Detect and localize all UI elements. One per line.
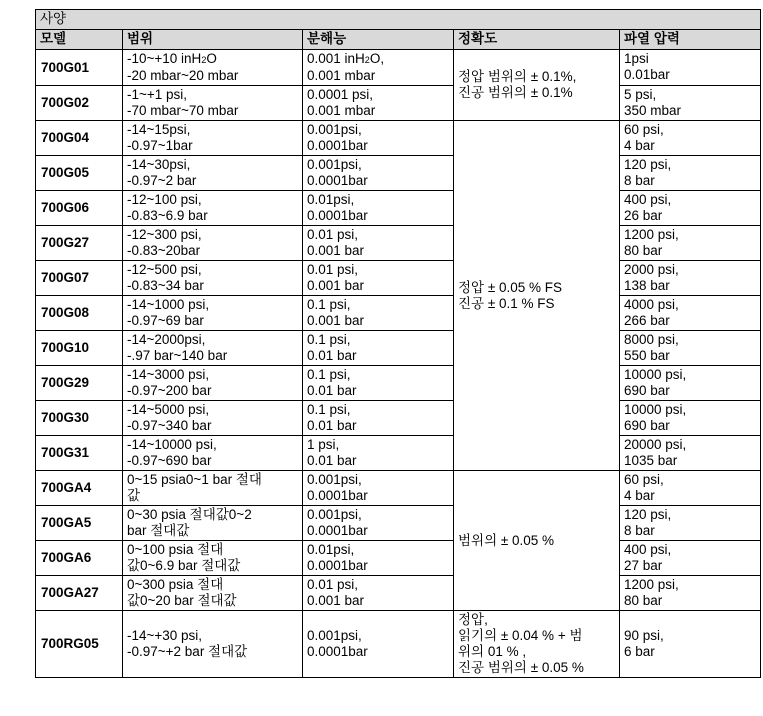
resolution-cell bbox=[303, 156, 454, 191]
header-range: 범위 bbox=[123, 30, 303, 50]
model-cell: 700GA4 bbox=[36, 471, 123, 506]
burst-cell bbox=[620, 366, 761, 401]
resolution-cell bbox=[303, 50, 454, 86]
range-text: -0.97~690 bar bbox=[127, 453, 212, 468]
header-row bbox=[36, 30, 761, 50]
range-text: -10~+10 inH bbox=[127, 51, 202, 66]
burst-text: 1035 bar bbox=[624, 453, 678, 468]
burst-cell bbox=[620, 50, 761, 86]
range-cell bbox=[123, 471, 303, 506]
resolution-cell bbox=[303, 471, 454, 506]
burst-text: 4000 psi, bbox=[624, 297, 679, 312]
range-cell bbox=[123, 401, 303, 436]
burst-cell bbox=[620, 541, 761, 576]
range-text: -14~30psi, bbox=[127, 157, 191, 172]
resolution-text: 0.01 bar bbox=[307, 348, 357, 363]
burst-text: 138 bar bbox=[624, 278, 670, 293]
resolution-text: 0.001psi, bbox=[307, 628, 362, 643]
burst-text: 80 bar bbox=[624, 243, 663, 258]
range-cell bbox=[123, 156, 303, 191]
range-cell bbox=[123, 296, 303, 331]
header-resolution: 분해능 bbox=[303, 30, 454, 50]
accuracy-text: 진공 범위의 ± 0.1% bbox=[458, 85, 573, 100]
model-cell: 700GA27 bbox=[36, 576, 123, 611]
resolution-text: 0.0001bar bbox=[307, 488, 368, 503]
range-text: 0~15 psia0~1 bar 절대 bbox=[127, 472, 262, 487]
range-cell bbox=[123, 191, 303, 226]
burst-text: 4 bar bbox=[624, 488, 655, 503]
table-row bbox=[36, 436, 761, 471]
model-cell: 700G31 bbox=[36, 436, 123, 471]
burst-cell bbox=[620, 86, 761, 121]
range-text: -12~300 psi, bbox=[127, 227, 202, 242]
resolution-text: 0.1 psi, bbox=[307, 402, 351, 417]
burst-text: 4 bar bbox=[624, 138, 655, 153]
burst-text: 5 psi, bbox=[624, 87, 657, 102]
range-cell bbox=[123, 226, 303, 261]
burst-text: 8000 psi, bbox=[624, 332, 679, 347]
burst-text: 8 bar bbox=[624, 173, 655, 188]
range-cell bbox=[123, 436, 303, 471]
resolution-cell bbox=[303, 261, 454, 296]
resolution-text: 0.001psi, bbox=[307, 122, 362, 137]
range-text: -14~1000 psi, bbox=[127, 297, 210, 312]
table-row bbox=[36, 226, 761, 261]
burst-text: 550 bar bbox=[624, 348, 670, 363]
burst-text: 10000 psi, bbox=[624, 367, 687, 382]
resolution-text: 0.1 psi, bbox=[307, 332, 351, 347]
accuracy-text: 범위의 ± 0.05 % bbox=[458, 532, 555, 548]
range-text: 값0~6.9 bar 절대값 bbox=[127, 558, 241, 573]
burst-text: 90 psi, bbox=[624, 628, 664, 643]
range-text: 값0~20 bar 절대값 bbox=[127, 593, 237, 608]
model-cell: 700G08 bbox=[36, 296, 123, 331]
burst-cell bbox=[620, 296, 761, 331]
model-cell: 700G01 bbox=[36, 50, 123, 86]
resolution-text: 0.01psi, bbox=[307, 542, 355, 557]
spec-table bbox=[35, 9, 761, 678]
resolution-text: 0.01 psi, bbox=[307, 262, 359, 277]
burst-cell bbox=[620, 331, 761, 366]
burst-cell bbox=[620, 261, 761, 296]
burst-text: 690 bar bbox=[624, 383, 670, 398]
range-text: 0~300 psia 절대 bbox=[127, 577, 224, 592]
resolution-text: 0.0001 psi, bbox=[307, 87, 374, 102]
table-row bbox=[36, 541, 761, 576]
subscript-text: 2 bbox=[364, 55, 370, 65]
burst-text: 120 psi, bbox=[624, 507, 672, 522]
burst-cell bbox=[620, 436, 761, 471]
accuracy-text: 정압 범위의 ± 0.1%, bbox=[458, 69, 577, 84]
burst-text: 8 bar bbox=[624, 523, 655, 538]
model-cell: 700G02 bbox=[36, 86, 123, 121]
range-text: -20 mbar~20 mbar bbox=[127, 68, 239, 83]
burst-text: 350 mbar bbox=[624, 103, 682, 118]
accuracy-cell bbox=[454, 611, 620, 678]
burst-text: 6 bar bbox=[624, 644, 655, 659]
model-cell: 700GA5 bbox=[36, 506, 123, 541]
resolution-text: 0.001 bar bbox=[307, 243, 365, 258]
model-cell: 700G10 bbox=[36, 331, 123, 366]
accuracy-cell bbox=[454, 121, 620, 471]
burst-cell bbox=[620, 401, 761, 436]
accuracy-text: 정압, bbox=[458, 612, 488, 627]
range-text: -0.83~20bar bbox=[127, 243, 201, 258]
range-text: -0.97~69 bar bbox=[127, 313, 204, 328]
burst-text: 26 bar bbox=[624, 208, 663, 223]
range-text: -14~+30 psi, bbox=[127, 628, 203, 643]
range-text: -14~10000 psi, bbox=[127, 437, 217, 452]
range-cell bbox=[123, 261, 303, 296]
table-title: 사양 bbox=[36, 10, 761, 30]
model-cell: 700G29 bbox=[36, 366, 123, 401]
accuracy-cell bbox=[454, 471, 620, 611]
range-text: -.97 bar~140 bar bbox=[127, 348, 228, 363]
resolution-cell bbox=[303, 226, 454, 261]
resolution-cell bbox=[303, 121, 454, 156]
burst-text: 10000 psi, bbox=[624, 402, 687, 417]
table-row bbox=[36, 471, 761, 506]
resolution-text: 0.001psi, bbox=[307, 157, 362, 172]
accuracy-text: 진공 범위의 ± 0.05 % bbox=[458, 660, 584, 675]
burst-text: 690 bar bbox=[624, 418, 670, 433]
range-text: -0.97~+2 bar 절대값 bbox=[127, 644, 248, 659]
burst-text: 60 psi, bbox=[624, 122, 664, 137]
resolution-cell bbox=[303, 366, 454, 401]
burst-cell bbox=[620, 191, 761, 226]
range-text: 0~30 psia 절대값0~2 bbox=[127, 507, 252, 522]
resolution-text: 0.01 bar bbox=[307, 383, 357, 398]
burst-text: 1200 psi, bbox=[624, 227, 679, 242]
resolution-text: 0.01 psi, bbox=[307, 227, 359, 242]
range-text: 값 bbox=[127, 488, 141, 503]
table-row bbox=[36, 576, 761, 611]
range-text: -0.97~1bar bbox=[127, 138, 193, 153]
range-text: -70 mbar~70 mbar bbox=[127, 103, 239, 118]
table-row bbox=[36, 296, 761, 331]
burst-text: 27 bar bbox=[624, 558, 663, 573]
range-text: bar 절대값 bbox=[127, 523, 190, 538]
range-text: O bbox=[206, 51, 217, 66]
model-cell: 700G04 bbox=[36, 121, 123, 156]
resolution-text: 0.1 psi, bbox=[307, 297, 351, 312]
resolution-text: 0.001 bar bbox=[307, 593, 365, 608]
resolution-cell bbox=[303, 331, 454, 366]
resolution-text: 0.01psi, bbox=[307, 192, 355, 207]
resolution-text: 0.1 psi, bbox=[307, 367, 351, 382]
burst-text: 120 psi, bbox=[624, 157, 672, 172]
accuracy-text: 위의 01 % , bbox=[458, 644, 527, 659]
header-accuracy: 정확도 bbox=[454, 30, 620, 50]
resolution-text: 0.001 mbar bbox=[307, 68, 376, 83]
range-cell bbox=[123, 541, 303, 576]
model-cell: 700G05 bbox=[36, 156, 123, 191]
resolution-cell bbox=[303, 401, 454, 436]
range-text: -0.97~340 bar bbox=[127, 418, 212, 433]
burst-text: 266 bar bbox=[624, 313, 670, 328]
resolution-text: 0.001 bar bbox=[307, 278, 365, 293]
burst-cell bbox=[620, 611, 761, 678]
range-cell bbox=[123, 331, 303, 366]
burst-cell bbox=[620, 471, 761, 506]
burst-text: 80 bar bbox=[624, 593, 663, 608]
resolution-cell bbox=[303, 191, 454, 226]
resolution-text: 0.001 inH bbox=[307, 51, 365, 66]
range-text: -14~3000 psi, bbox=[127, 367, 210, 382]
model-cell: 700RG05 bbox=[36, 611, 123, 678]
resolution-text: 1 psi, bbox=[307, 437, 340, 452]
range-cell bbox=[123, 611, 303, 678]
accuracy-text: 읽기의 ± 0.04 % + 범 bbox=[458, 628, 583, 643]
resolution-text: 0.001psi, bbox=[307, 507, 362, 522]
range-text: -0.97~200 bar bbox=[127, 383, 212, 398]
burst-text: 2000 psi, bbox=[624, 262, 679, 277]
burst-cell bbox=[620, 226, 761, 261]
resolution-text: 0.0001bar bbox=[307, 558, 368, 573]
table-row bbox=[36, 401, 761, 436]
table-row bbox=[36, 86, 761, 121]
resolution-text: 0.0001bar bbox=[307, 208, 368, 223]
table-row bbox=[36, 121, 761, 156]
burst-cell bbox=[620, 121, 761, 156]
range-text: -0.97~2 bar bbox=[127, 173, 197, 188]
burst-text: 0.01bar bbox=[624, 67, 670, 82]
range-text: -12~500 psi, bbox=[127, 262, 202, 277]
burst-text: 400 psi, bbox=[624, 542, 672, 557]
accuracy-text: 정압 ± 0.05 % FS bbox=[458, 279, 563, 295]
resolution-text: 0.0001bar bbox=[307, 138, 368, 153]
range-text: -1~+1 psi, bbox=[127, 87, 188, 102]
burst-cell bbox=[620, 156, 761, 191]
resolution-text: 0.0001bar bbox=[307, 523, 368, 538]
burst-text: 400 psi, bbox=[624, 192, 672, 207]
resolution-cell bbox=[303, 611, 454, 678]
resolution-text: 0.01 psi, bbox=[307, 577, 359, 592]
burst-text: 20000 psi, bbox=[624, 437, 687, 452]
title-row bbox=[36, 10, 761, 30]
range-text: -12~100 psi, bbox=[127, 192, 202, 207]
table-row bbox=[36, 366, 761, 401]
resolution-text: 0.001 bar bbox=[307, 313, 365, 328]
subscript-text: 2 bbox=[201, 55, 207, 65]
range-cell bbox=[123, 576, 303, 611]
resolution-cell bbox=[303, 436, 454, 471]
range-cell bbox=[123, 506, 303, 541]
range-text: 0~100 psia 절대 bbox=[127, 542, 224, 557]
table-row bbox=[36, 50, 761, 86]
header-burst: 파열 압력 bbox=[620, 30, 761, 50]
resolution-text: 0.0001bar bbox=[307, 173, 368, 188]
range-cell bbox=[123, 50, 303, 86]
table-row bbox=[36, 191, 761, 226]
range-text: -14~5000 psi, bbox=[127, 402, 210, 417]
resolution-text: 0.01 bar bbox=[307, 453, 357, 468]
table-row bbox=[36, 331, 761, 366]
resolution-cell bbox=[303, 541, 454, 576]
range-cell bbox=[123, 86, 303, 121]
burst-cell bbox=[620, 576, 761, 611]
range-cell bbox=[123, 121, 303, 156]
burst-text: 1psi bbox=[624, 51, 649, 66]
model-cell: 700G30 bbox=[36, 401, 123, 436]
burst-cell bbox=[620, 506, 761, 541]
resolution-text: 0.01 bar bbox=[307, 418, 357, 433]
resolution-text: 0.0001bar bbox=[307, 644, 368, 659]
accuracy-cell bbox=[454, 50, 620, 121]
resolution-cell bbox=[303, 86, 454, 121]
resolution-text: 0.001 mbar bbox=[307, 103, 376, 118]
range-text: -14~15psi, bbox=[127, 122, 191, 137]
model-cell: 700G07 bbox=[36, 261, 123, 296]
burst-text: 1200 psi, bbox=[624, 577, 679, 592]
burst-text: 60 psi, bbox=[624, 472, 664, 487]
model-cell: 700GA6 bbox=[36, 541, 123, 576]
range-text: -14~2000psi, bbox=[127, 332, 206, 347]
model-cell: 700G06 bbox=[36, 191, 123, 226]
resolution-cell bbox=[303, 576, 454, 611]
range-text: -0.83~34 bar bbox=[127, 278, 204, 293]
model-cell: 700G27 bbox=[36, 226, 123, 261]
table-row bbox=[36, 506, 761, 541]
resolution-cell bbox=[303, 506, 454, 541]
resolution-text: O, bbox=[369, 51, 385, 66]
table-row bbox=[36, 261, 761, 296]
header-model: 모델 bbox=[36, 30, 123, 50]
accuracy-text: 진공 ± 0.1 % FS bbox=[458, 295, 555, 311]
range-cell bbox=[123, 366, 303, 401]
resolution-cell bbox=[303, 296, 454, 331]
range-text: -0.83~6.9 bar bbox=[127, 208, 208, 223]
table-row bbox=[36, 156, 761, 191]
table-row bbox=[36, 611, 761, 678]
resolution-text: 0.001psi, bbox=[307, 472, 362, 487]
